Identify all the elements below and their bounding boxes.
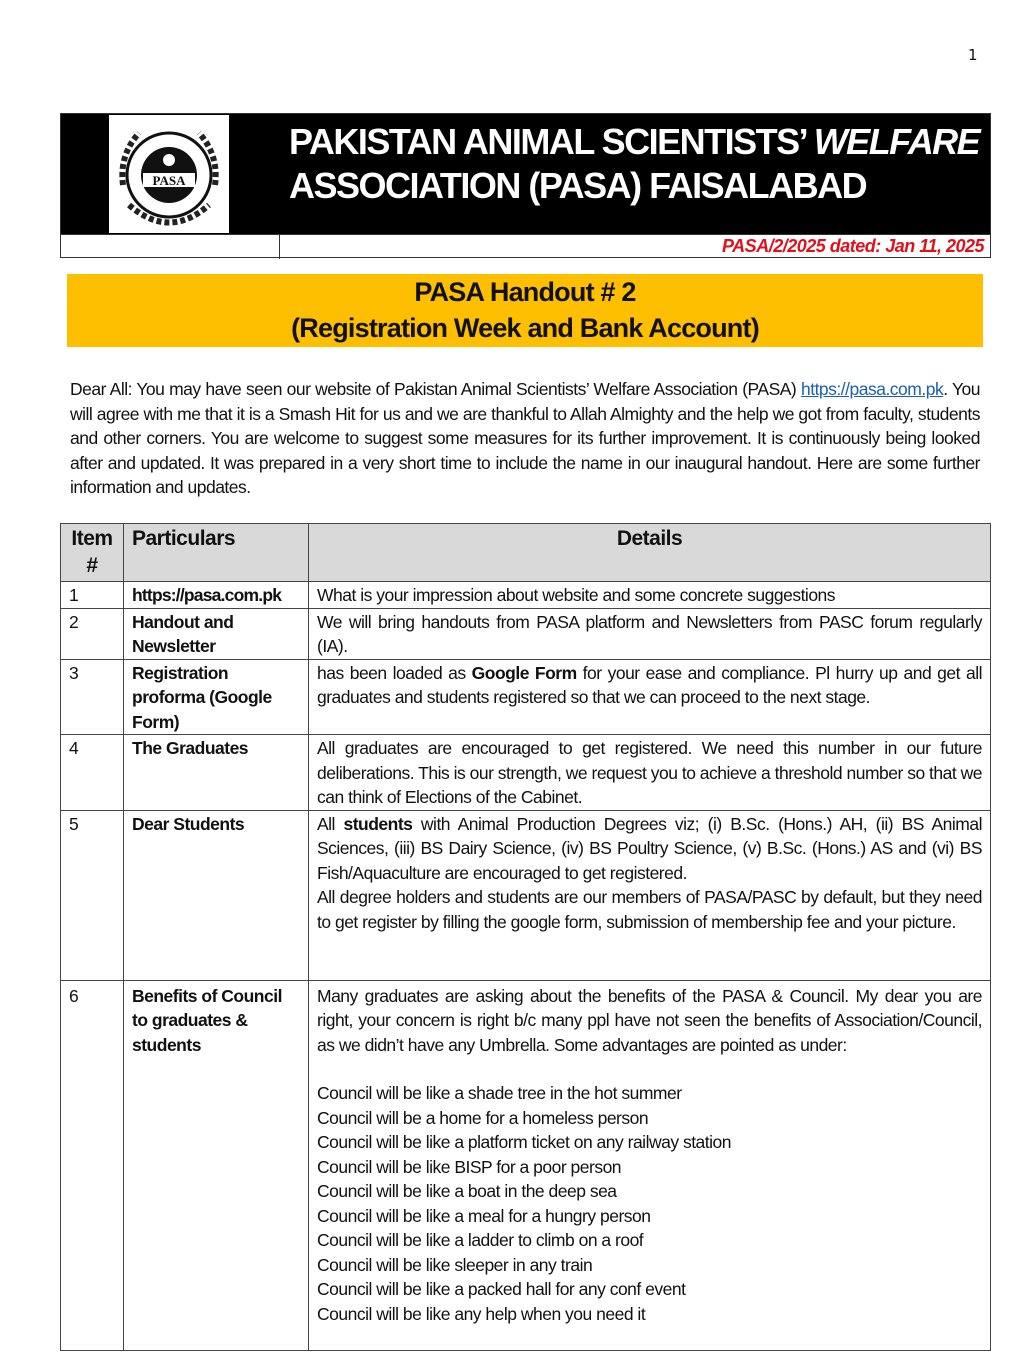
- item-number: 6: [61, 980, 124, 1350]
- table-row: [61, 810, 991, 980]
- details-text: with Animal Production Degrees viz; (i) B.Sc. (Hons.) AH, (ii) BS Animal Sciences, (iii) BS Dairy Science, (iv) BS Poultry Science, (v) B.Sc. (Hons.) AS and (vi) BS Fish/Aquaculture are encouraged to get registered.: [317, 813, 983, 883]
- svg-text:PASA: PASA: [152, 173, 186, 188]
- details-text-2: All degree holders and students are our members of PASA/PASC by default, but they need to get register by filling the google form, submission of membership fee and your picture.: [317, 887, 982, 932]
- item-number: 2: [61, 608, 124, 659]
- divider: [279, 235, 280, 259]
- details: [309, 810, 991, 980]
- table-row: [61, 659, 991, 735]
- details: We will bring handouts from PASA platform and Newsletters from PASC forum regularly (IA).: [309, 608, 991, 659]
- website-link[interactable]: https://pasa.com.pk: [800, 379, 944, 399]
- particular: The Graduates: [124, 735, 309, 811]
- title-line2: ASSOCIATION (PASA) FAISALABAD: [289, 165, 867, 206]
- details-bold: students: [343, 813, 413, 834]
- handout-title: PASA Handout # 2: [414, 277, 636, 307]
- handout-subtitle: (Registration Week and Bank Account): [291, 313, 759, 343]
- benefit-item: Council will be like any help when you need it: [317, 1303, 646, 1324]
- details-text: for your ease and compliance. Pl hurry up and get all graduates and students registered so that we can proceed to the next stage.: [317, 662, 983, 707]
- benefit-item: Council will be like a platform ticket on any railway station: [317, 1132, 731, 1152]
- benefit-item: Council will be like sleeper in any train: [317, 1254, 593, 1275]
- table-row: [61, 735, 991, 811]
- item-number: 1: [61, 582, 124, 609]
- item-number: 4: [61, 735, 124, 811]
- particular: Registration proforma (Google Form): [124, 659, 309, 735]
- benefit-item: Council will be like a packed hall for any conf event: [317, 1279, 686, 1299]
- header-details: Details: [309, 524, 991, 582]
- details: What is your impression about website and some concrete suggestions: [309, 582, 991, 609]
- details: [309, 980, 991, 1350]
- item-number: 5: [61, 810, 124, 980]
- page-number: 1: [968, 46, 978, 64]
- benefit-item: Council will be a home for a homeless person: [317, 1107, 649, 1128]
- particular: Handout and Newsletter: [124, 608, 309, 659]
- intro-text: Dear All: You may have seen our website of Pakistan Animal Scientists’ Welfare Association (PASA): [70, 379, 801, 399]
- details: [309, 659, 991, 735]
- reference-number: PASA/2/2025 dated: Jan 11, 2025: [722, 236, 984, 256]
- table-row: [61, 608, 991, 659]
- details-table: [60, 523, 991, 1351]
- particular: Dear Students: [124, 810, 309, 980]
- header-item: Item #: [61, 524, 124, 582]
- letterhead: [60, 113, 991, 258]
- intro-text-cont: . You will agree with me that it is a Smash Hit for us and we are thankful to Allah Almighty and the help we got from faculty, students and other corners. You are welcome to suggest some measures for its further improvement. It is continuously being looked after and updated. It was prepared in a very short time to include the name in our inaugural handout. Here are some further information and updates.: [70, 379, 980, 497]
- pasa-logo: [109, 115, 229, 233]
- item-number: 3: [61, 659, 124, 735]
- benefit-item: Council will be like BISP for a poor person: [317, 1156, 622, 1177]
- header-particulars: Particulars: [124, 524, 309, 582]
- benefits-list: [317, 1081, 982, 1326]
- details-bold: Google Form: [471, 662, 577, 683]
- table-header-row: [61, 524, 991, 582]
- details-text: has been loaded as: [317, 662, 472, 683]
- table-row: [61, 980, 991, 1350]
- details-text: All: [317, 813, 344, 834]
- intro-paragraph: [70, 377, 980, 500]
- table-row: [61, 582, 991, 609]
- particular: Benefits of Council to graduates & students: [124, 980, 309, 1350]
- organization-title: [289, 120, 979, 208]
- benefit-item: Council will be like a shade tree in the hot summer: [317, 1083, 682, 1103]
- reference-row: [61, 234, 990, 259]
- title-line1-italic: WELFARE: [813, 121, 980, 162]
- details: All graduates are encouraged to get registered. We need this number in our future deliberations. This is our strength, we request you to achieve a threshold number so that we can think of Elections of the Cabinet.: [309, 735, 991, 811]
- benefit-item: Council will be like a meal for a hungry person: [317, 1205, 651, 1226]
- letterhead-banner: [61, 114, 990, 234]
- benefit-item: Council will be like a ladder to climb on a roof: [317, 1230, 644, 1250]
- title-line1: PAKISTAN ANIMAL SCIENTISTS’: [289, 121, 814, 162]
- particular: https://pasa.com.pk: [124, 582, 309, 609]
- details-text: Many graduates are asking about the benefits of the PASA & Council. My dear you are right, your concern is right b/c many ppl have not seen the benefits of Association/Council, as we didn’t have any Umbrella. Some advantages are pointed as under:: [317, 985, 982, 1055]
- handout-title-banner: [67, 274, 983, 347]
- benefit-item: Council will be like a boat in the deep sea: [317, 1181, 617, 1201]
